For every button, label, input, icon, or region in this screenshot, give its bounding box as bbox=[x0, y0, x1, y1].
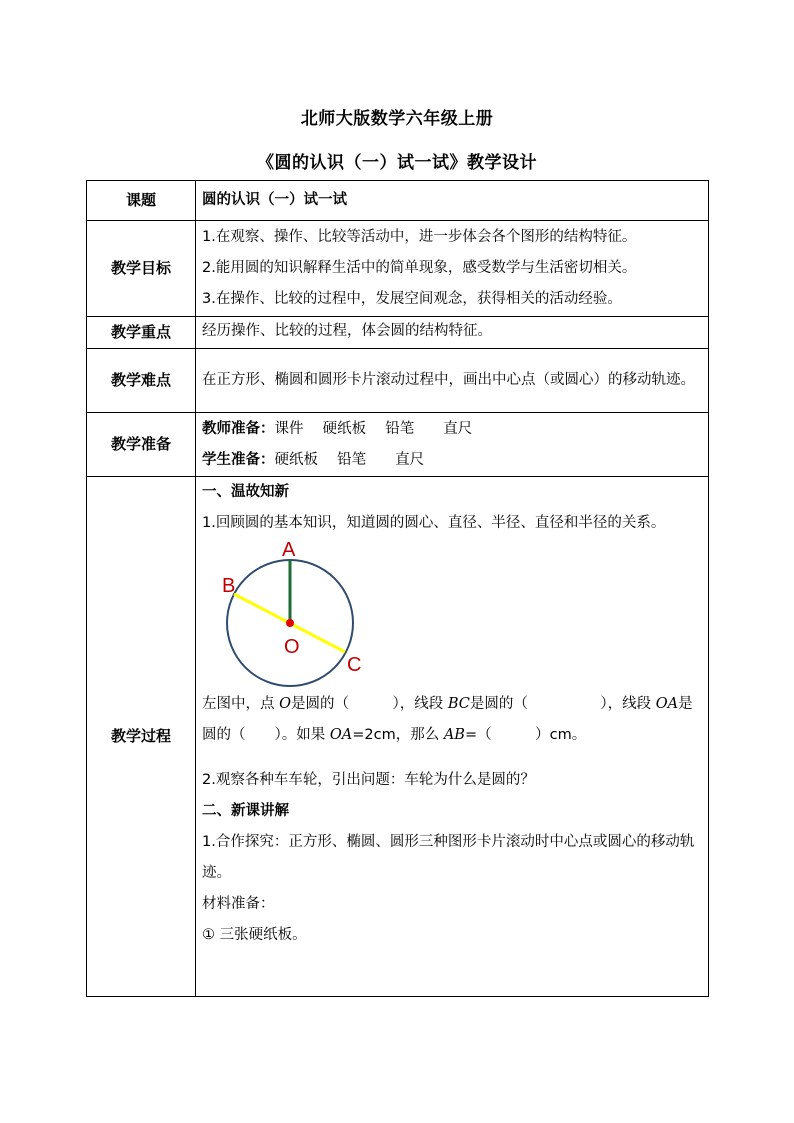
student-preparation-items: 硬纸板 铅笔 直尺 bbox=[274, 451, 425, 468]
question-text: 是圆的（ ），线段 bbox=[291, 696, 448, 712]
spacer bbox=[202, 751, 702, 765]
material-item: ① 三张硬纸板。 bbox=[202, 927, 307, 943]
point-b-label: B bbox=[222, 575, 236, 597]
row-key-point bbox=[87, 317, 709, 349]
row-difficulty bbox=[87, 349, 709, 413]
point-a-label: A bbox=[282, 539, 296, 561]
circle-diagram-svg bbox=[204, 539, 384, 689]
circle-diagram bbox=[202, 539, 702, 689]
value-preparation bbox=[196, 413, 709, 477]
explore-item: 1.合作探究：正方形、椭圆、圆形三种图形卡片滚动时中心点或圆心的移动轨迹。 bbox=[202, 834, 695, 881]
document-subtitle: 《圆的认识（一）试一试》教学设计 bbox=[257, 153, 537, 173]
question-variable: AB bbox=[443, 727, 465, 743]
question-text: =2cm，那么 bbox=[352, 727, 444, 743]
student-preparation bbox=[202, 445, 702, 476]
lesson-plan-table bbox=[86, 180, 709, 997]
label-topic: 课题 bbox=[87, 181, 196, 221]
value-objectives bbox=[196, 221, 709, 317]
label-key-point: 教学重点 bbox=[87, 317, 196, 349]
student-preparation-label: 学生准备： bbox=[202, 451, 275, 468]
document-title: 北师大版数学六年级上册 bbox=[300, 109, 494, 129]
point-o-label: O bbox=[284, 636, 300, 658]
fill-in-question bbox=[202, 689, 702, 751]
section-heading: 一、温故知新 bbox=[202, 484, 289, 500]
teacher-preparation-label: 教师准备： bbox=[202, 420, 275, 437]
objective-item: 2.能用圆的知识解释生活中的简单现象，感受数学与生活密切相关。 bbox=[202, 260, 637, 276]
value-process bbox=[196, 477, 709, 997]
question-text: 是圆的（ ），线段 bbox=[469, 696, 656, 712]
label-preparation: 教学准备 bbox=[87, 413, 196, 477]
teacher-preparation bbox=[202, 414, 702, 445]
question-variable: O bbox=[279, 696, 291, 712]
label-process: 教学过程 bbox=[87, 477, 196, 997]
value-topic: 圆的认识（一）试一试 bbox=[196, 181, 709, 221]
value-difficulty: 在正方形、椭圆和圆形卡片滚动过程中，画出中心点（或圆心）的移动轨迹。 bbox=[196, 349, 709, 413]
review-item: 2.观察各种车车轮，引出问题：车轮为什么是圆的？ bbox=[202, 772, 535, 788]
point-c-label: C bbox=[347, 654, 362, 676]
question-variable: OA bbox=[655, 696, 679, 712]
review-item: 1.回顾圆的基本知识，知道圆的圆心、直径、半径、直径和半径的关系。 bbox=[202, 515, 666, 531]
teacher-preparation-items: 课件 硬纸板 铅笔 直尺 bbox=[274, 420, 473, 437]
question-text: 左图中，点 bbox=[202, 696, 280, 712]
question-text: =（ ）cm。 bbox=[464, 727, 587, 743]
objective-item: 3.在操作、比较的过程中，发展空间观念，获得相关的活动经验。 bbox=[202, 291, 622, 307]
row-preparation bbox=[87, 413, 709, 477]
row-objectives bbox=[87, 221, 709, 317]
row-topic bbox=[87, 181, 709, 221]
objective-item: 1.在观察、操作、比较等活动中，进一步体会各个图形的结构特征。 bbox=[202, 229, 637, 245]
materials-label: 材料准备： bbox=[202, 896, 275, 912]
row-process bbox=[87, 477, 709, 997]
value-key-point: 经历操作、比较的过程，体会圆的结构特征。 bbox=[196, 317, 709, 349]
label-difficulty: 教学难点 bbox=[87, 349, 196, 413]
section-heading: 二、新课讲解 bbox=[202, 803, 289, 819]
label-objectives: 教学目标 bbox=[87, 221, 196, 317]
center-point bbox=[286, 619, 294, 627]
question-text: 是圆的（ ）。如果 bbox=[202, 696, 693, 743]
question-variable: OA bbox=[329, 727, 353, 743]
question-variable: BC bbox=[447, 696, 470, 712]
